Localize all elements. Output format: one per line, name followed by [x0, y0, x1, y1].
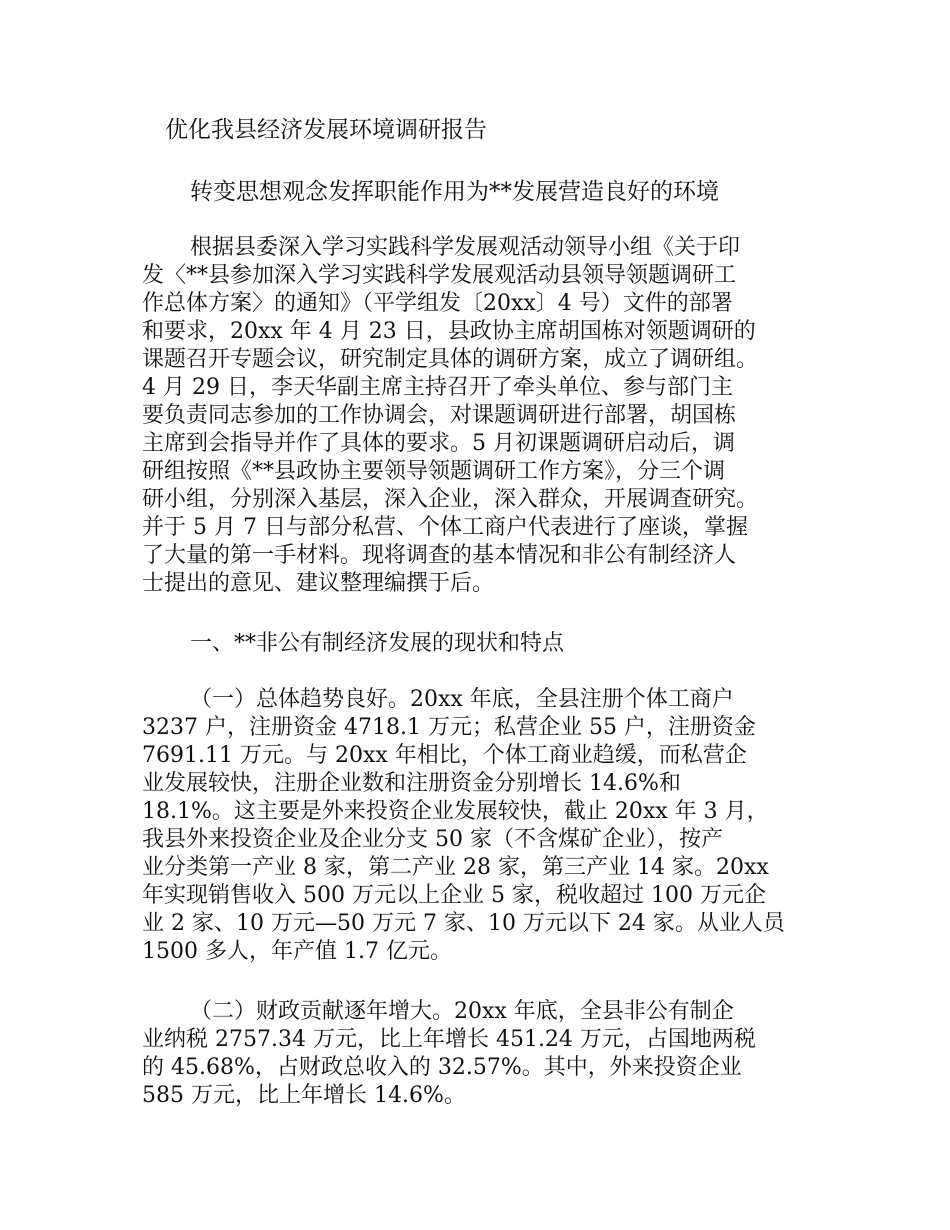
paragraph-line: 发〈**县参加深入学习实践科学发展观活动县领导领题调研工 [142, 263, 737, 288]
paragraph-line: 业发展较快，注册企业数和注册资金分别增长 14.6%和 [142, 771, 681, 796]
paragraph-line: 课题召开专题会议，研究制定具体的调研方案，成立了调研组。 [142, 347, 759, 372]
section-heading: 一、**非公有制经济发展的现状和特点 [190, 631, 565, 656]
paragraph-line: 7691.11 万元。与 20xx 年相比，个体工商业趋缓，而私营企 [142, 743, 747, 768]
paragraph-line: 的 45.68%，占财政总收入的 32.57%。其中，外来投资企业 [142, 1055, 742, 1080]
paragraph-line: 并于 5 月 7 日与部分私营、个体工商户代表进行了座谈，掌握 [142, 515, 748, 540]
paragraph-line: 1500 多人，年产值 1.7 亿元。 [142, 939, 452, 964]
document-title: 优化我县经济发展环境调研报告 [165, 117, 487, 143]
paragraph-line: 根据县委深入学习实践科学发展观活动领导小组《关于印 [190, 235, 741, 260]
paragraph-line: （二）财政贡献逐年增大。20xx 年底，全县非公有制企 [190, 999, 734, 1024]
paragraph-line: 作总体方案〉的通知》（平学组发〔20xx〕4 号）文件的部署 [142, 291, 733, 316]
document-subtitle: 转变思想观念发挥职能作用为**发展营造良好的环境 [190, 179, 719, 205]
paragraph-line: 业分类第一产业 8 家，第二产业 28 家，第三产业 14 家。20xx [142, 855, 769, 880]
paragraph-line: 4 月 29 日，李天华副主席主持召开了牵头单位、参与部门主 [142, 375, 733, 400]
paragraph-line: 业 2 家、10 万元—50 万元 7 家、10 万元以下 24 家。从业人员 [142, 911, 785, 936]
paragraph-line: 和要求，20xx 年 4 月 23 日，县政协主席胡国栋对领题调研的 [142, 319, 756, 344]
paragraph-line: 要负责同志参加的工作协调会，对课题调研进行部署，胡国栋 [142, 403, 737, 428]
paragraph-line: 年实现销售收入 500 万元以上企业 5 家，税收超过 100 万元企 [142, 883, 766, 908]
paragraph-line: 585 万元，比上年增长 14.6%。 [142, 1083, 466, 1108]
paragraph-line: 业纳税 2757.34 万元，比上年增长 451.24 万元，占国地两税 [142, 1027, 756, 1052]
paragraph-line: 18.1%。这主要是外来投资企业发展较快，截止 20xx 年 3 月， [142, 799, 769, 824]
paragraph-line: 主席到会指导并作了具体的要求。5 月初课题调研启动后，调 [142, 431, 735, 456]
paragraph-line: 士提出的意见、建议整理编撰于后。 [142, 571, 495, 596]
paragraph-line: 了大量的第一手材料。现将调查的基本情况和非公有制经济人 [142, 543, 737, 568]
paragraph-line: 研组按照《**县政协主要领导领题调研工作方案》，分三个调 [142, 459, 726, 484]
paragraph-line: 我县外来投资企业及企业分支 50 家（不含煤矿企业），按产 [142, 827, 723, 852]
paragraph-line: 3237 户，注册资金 4718.1 万元；私营企业 55 户，注册资金 [142, 715, 756, 740]
paragraph-line: 研小组，分别深入基层，深入企业，深入群众，开展调查研究。 [142, 487, 759, 512]
paragraph-line: （一）总体趋势良好。20xx 年底，全县注册个体工商户 [190, 687, 734, 712]
